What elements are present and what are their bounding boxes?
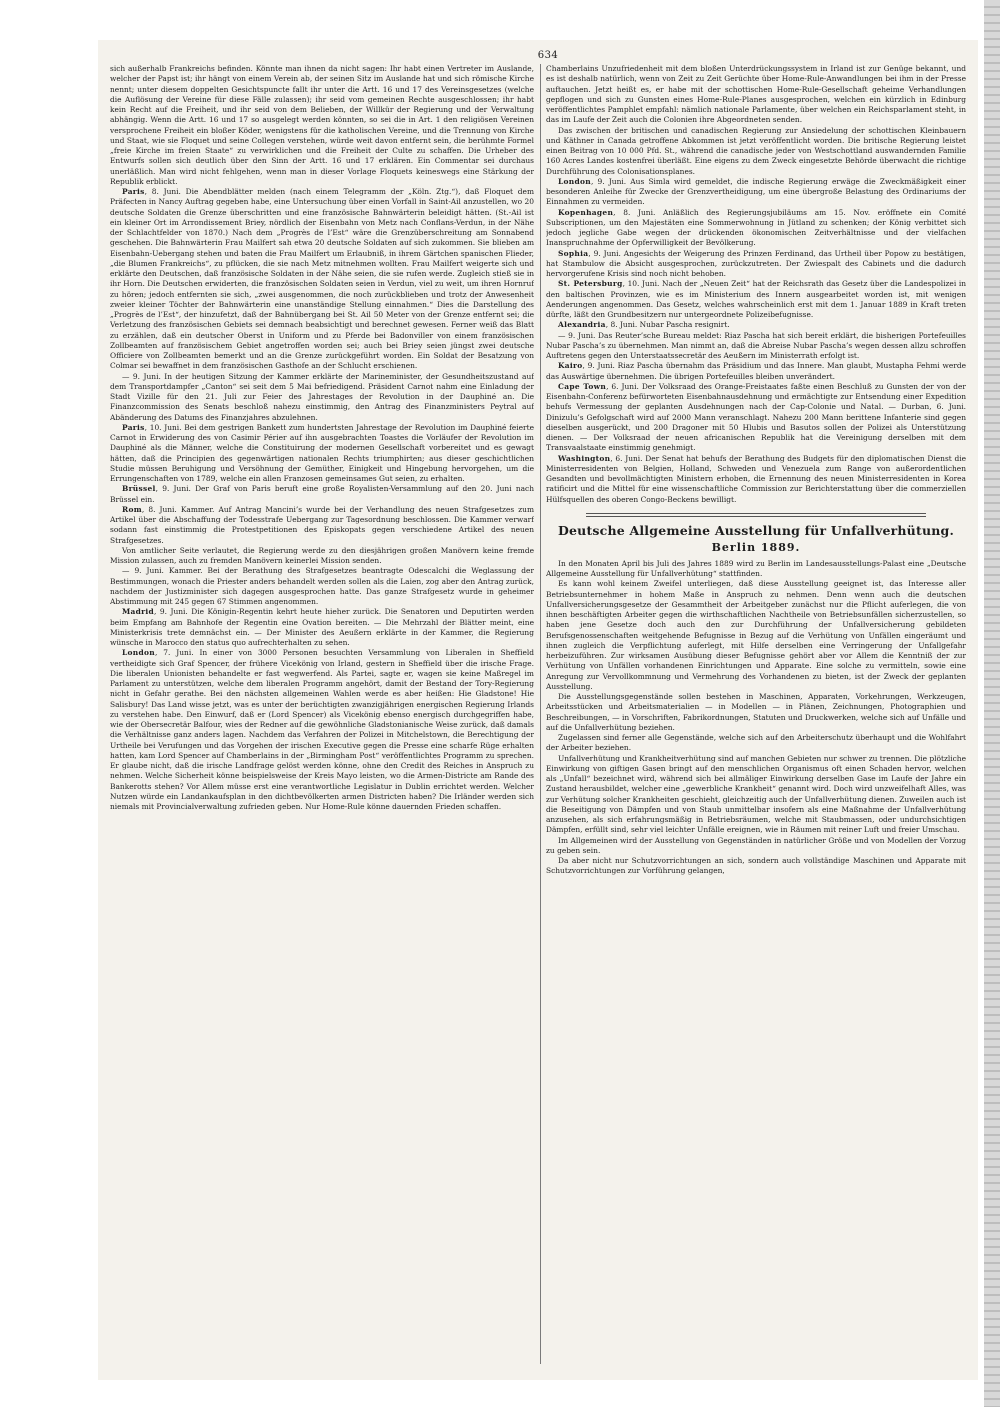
news-paragraph	[110, 546, 534, 567]
paragraph-text: Das zwischen der britischen und canadischen Regierung zur Ansiedelung der schottischen Kleinbauern und Käthner in Canada getroffene Abkommen ist jetzt veröffentlicht worden. Die britische Regierung leistet einen Beitrag von 10 000 Pfd. St., während die canadische jeder von Westschottland auswandernden Familie 160 Acres Landes kostenfrei überläßt. Eine eigens zu dem Zweck eingesetzte Behörde überwacht die richtige Durchführung des Colonisationsplanes.	[546, 125, 966, 176]
dateline-place: Paris	[122, 187, 145, 196]
paragraph-text: sich außerhalb Frankreichs befinden. Könnte man ihnen da nicht sagen: Ihr habt einen Vertreter im Auslande, welcher der Papst ist; ihr hängt von einem Verein ab, der seinen Sitz im Auslande hat und sich römische Kirche nennt; unter diesem doppelten Gesichtspuncte fallt ihr unter die Artt. 16 und 17 des Vereinsgesetzes (welche die Auflösung der Vereine für diese Fälle zulassen); ihr seid vom gemeinen Rechte ausgeschlossen; ihr habt kein Recht auf die Freiheit, und ihr seid von dem Belieben, der Willkür der Regierung und der Verwaltung abhängig. Wenn die Artt. 16 und 17 so ausgelegt werden könnten, so sei die in Art. 1 den religiösen Vereinen versprochene Freiheit ein bloßer Köder, wenigstens für die katholischen Vereine, und die Trennung von Kirche und Staat, wie sie Floquet und seine Collegen verstehen, würde weit davon entfernt sein, die berühmte Formel „freie Kirche im freien Staate“ zu verwirklichen und die Freiheit der Culte zu schaffen. Die Urheber des Entwurfs sollen sich deutlich über den Sinn der Artt. 16 und 17 erklären. Ein Commentar sei durchaus unerläßlich. Man wird nicht fehlgehen, wenn man in dieser Vorlage Floquets keineswegs eine Stärkung der Republik erblickt.	[110, 64, 534, 186]
right-column	[546, 64, 966, 1374]
paragraph-text: , 8. Juni. Anläßlich des Regierungsjubiläums am 15. Nov. eröffnete ein Comité Subscriptionen, um den Majestäten eine Sommerwohnung in Jütland zu schenken; der König verbittet sich jedoch jegliche Gabe wegen der drückenden ökonomischen Zeitverhältnisse und der vielfachen Inanspruchnahme der Opferwilligkeit der Bevölkerung.	[546, 207, 966, 248]
section-rule	[586, 513, 926, 517]
left-column	[110, 64, 534, 1374]
newspaper-page	[98, 40, 978, 1380]
paragraph-text: , 8. Juni. Nubar Pascha resignirt.	[605, 320, 730, 330]
dateline-place: Rom	[122, 504, 142, 514]
news-paragraph	[546, 361, 966, 382]
paragraph-text: Es kann wohl keinem Zweifel unterliegen, daß diese Ausstellung geeignet ist, das Interesse aller Betriebsunternehmer in hohem Maße in Anspruch zu nehmen. Denn wenn auch die deutschen Unfallversicherungsgesetze der Gesammtheit der Arbeitgeber zunächst nur die Pflicht auferlegen, die von ihnen beschäftigten Arbeiter gegen die wirthschaftlichen Nachtheile von Betriebsunfällen sicherzustellen, so haben jene Gesetze doch auch den zur Durchführung der Unfallversicherung gebildeten Berufsgenossenschaften weitgehende Befugnisse in Bezug auf die Verhütung von Unfällen eingeräumt und ihnen zugleich die Verpflichtung auferlegt, mit Hilfe derselben eine Verringerung der Unfallgefahr herbeizuführen. Zur wirksamen Ausübung dieser Befugnisse gehört aber vor Allem die Kenntniß der zur Verhütung von Unfällen vorhandenen Einrichtungen und Apparate. Eine solche zu vermitteln, sowie eine Anregung zur Vervollkommnung und Vermehrung des Vorhandenen zu bieten, ist der Zweck der geplanten Ausstellung.	[546, 579, 966, 691]
paragraph-text: Unfallverhütung und Krankheitverhütung sind auf manchen Gebieten nur schwer zu trennen. Die plötzliche Einwirkung von giftigen Gasen bringt auf den menschlichen Organismus oft einen Schaden hervor, welchen als „Unfall“ bezeichnet wird, während sich bei allmäliger Einwirkung derselben Gase im Laufe der Jahre ein Zustand herausbildet, welcher eine „gewerbliche Krankheit“ genannt wird. Doch wird unzweifelhaft Alles, was zur Verhütung solcher Krankheiten geschieht, gleichzeitig auch der Unfallverhütung dienen. Zuweilen auch ist die Beseitigung von Dämpfen und von Staub unmittelbar insofern als eine Maßnahme der Unfallverhütung anzusehen, als sich erfahrungsmäßig in Betriebsräumen, welche mit Staubmassen, oder undurchsichtigen Dämpfen, erfüllt sind, sehr viel leichter Unfälle ereignen, wie in Räumen mit reiner Luft und freier Umschau.	[546, 753, 966, 835]
news-paragraph	[546, 249, 966, 280]
news-paragraph	[110, 484, 534, 505]
news-paragraph	[546, 331, 966, 362]
paragraph-text: Die Ausstellungsgegenstände sollen bestehen in Maschinen, Apparaten, Vorkehrungen, Werkzeugen, Arbeitsstücken und Arbeitsmaterialien — in Modellen — in Plänen, Zeichnungen, Photographien und Beschreibungen, — in Vorschriften, Fabrikordnungen, Statuten und Druckwerken, welche sich auf Unfälle und auf die Unfallverhütung beziehen.	[546, 692, 966, 732]
paragraph-text: , 10. Juni. Bei dem gestrigen Bankett zum hundertsten Jahrestage der Revolution im Dauphiné feierte Carnot in Erwiderung des von Casimir Périer auf ihn ausgebrachten Toastes die Vorläufer der Revolution im Dauphiné als die Männer, welche die Constituirung der modernen Gesellschaft vorbereitet und es gewagt hätten, daß die Principien des gegenwärtigen nationalen Rechts triumphirten; aus dieser geschichtlichen Studie müssen Beruhigung und Versöhnung der Gemüther, Einigkeit und Hingebung hervorgehen, um die Errungenschaften von 1789, welche ein allen Franzosen gemeinsames Gut seien, zu erhalten.	[110, 422, 534, 483]
paragraph-text: — 9. Juni. In der heutigen Sitzung der Kammer erklärte der Marineminister, der Gesundheitszustand auf dem Transportdampfer „Canton“ sei seit dem 5 Mai befriedigend. Präsident Carnot nahm eine Einladung der Stadt Vizille für den 21. Juli zur Feier des Jahrestages der Revolution in der Dauphiné an. Die Finanzcommission des Senats beschloß nahezu einstimmig, den Antrag des Finanzministers Peytral auf Abänderung des Datums des Finanzjahres abzulehnen.	[110, 371, 534, 422]
continued-paragraph	[546, 64, 966, 126]
dateline-place: Kairo	[558, 361, 583, 371]
dateline-place: Madrid	[122, 607, 154, 617]
dateline-place: Cape Town	[558, 381, 607, 391]
paragraph-text: Chamberlains Unzufriedenheit mit dem bloßen Unterdrückungssystem in Irland ist zur Genüge bekannt, und es ist deshalb natürlich, wenn von Zeit zu Zeit Gerüchte über Home-Rule-Anwandlungen bei ihm in der Presse auftauchen. Jetzt heißt es, er habe mit der schottischen Home-Rule-Gesellschaft geheime Verhandlungen gepflogen und sich zu Gunsten eines Home-Rule-Planes ausgesprochen, welchen ein kürzlich in Edinburg veröffentlichtes Pamphlet empfahl: nämlich nationale Parlamente, über welchen ein Reichsparlament steht, in das im Laufe der Zeit auch die Colonien ihre Abgeordneten senden.	[546, 64, 966, 125]
news-paragraph	[546, 559, 966, 580]
section-subheading: Berlin 1889.	[711, 540, 801, 554]
page-number: 634	[537, 50, 559, 61]
news-paragraph	[546, 579, 966, 692]
news-paragraph	[110, 648, 534, 812]
paragraph-text: , 9. Juni. Der Graf von Paris beruft eine große Royalisten-Versammlung auf den 20. Juni nach Brüssel ein.	[110, 484, 534, 504]
dateline-place: Paris	[122, 422, 145, 432]
news-paragraph	[546, 320, 966, 330]
news-paragraph	[546, 126, 966, 177]
news-paragraph	[546, 836, 966, 857]
dateline-place: London	[122, 648, 155, 658]
column-divider	[540, 64, 541, 1364]
paragraph-text: , 9. Juni. Aus Simla wird gemeldet, die indische Regierung erwäge die Zweckmäßigkeit einer besonderen Anleihe für Zwecke der Grenzvertheidigung, um eine übergroße Belastung des Ordinariums der Einnahmen zu vermeiden.	[546, 176, 966, 207]
news-paragraph	[546, 856, 966, 877]
paragraph-text: , 9. Juni. Angesichts der Weigerung des Prinzen Ferdinand, das Urtheil über Popow zu bestätigen, hat Stambulow die Absicht ausgesprochen, zurückzutreten. Der Zwiespalt des Cabinets und die dadurch hervorgerufene Krisis sind noch nicht behoben.	[546, 248, 966, 278]
paragraph-text: — 9. Juni. Das Reuter’sche Bureau meldet: Riaz Pascha hat sich bereit erklärt, die bisherigen Portefeuilles Nubar Pascha’s zu übernehmen. Man nimmt an, daß die Abreise Nubar Pascha’s wegen dessen allzu schroffen Auftretens gegen den Unterstaatssecretär des Aeußern im Ministerrath erfolgt ist.	[546, 330, 966, 360]
news-paragraph	[110, 505, 534, 546]
dateline-place: Kopenhagen	[558, 207, 614, 217]
news-paragraph	[546, 692, 966, 733]
news-paragraph	[546, 382, 966, 454]
paragraph-text: , 8. Juni. Die Abendblätter melden (nach einem Telegramm der „Köln. Ztg.“), daß Floquet dem Präfecten in Nancy Auftrag gegeben habe, eine Untersuchung über einen Vorfall in Saint-Ail anzustellen, wo 20 deutsche Soldaten die Grenze überschritten und eine französische Bahnwärterin beleidigt hätten. (St.-Ail ist ein kleiner Ort im Arrondissement Briey, nördlich der Eisenbahn von Metz nach Conflans-Verdun, in der Nähe der Schlachtfelder von 1870.) Nach dem „Progrès de l’Est“ wäre die Grenzüberschreitung am Sonnabend geschehen. Die Bahnwärterin Frau Mailfert sah etwa 20 deutsche Soldaten auf sich zukommen. Sie blieben am Eisenbahn-Uebergang stehen und baten die Frau Mailfert um Erlaubniß, in ihrem Gärtchen spanischen Flieder, „die Blumen Frankreichs“, zu pflücken, die sie nach Metz mitnehmen wollten. Frau Mailfert weigerte sich und erklärte den Deutschen, daß französische Soldaten in der Nähe seien, die sie rufen werde. Zugleich stieß sie in ihr Horn. Die Deutschen erwiderten, die französischen Soldaten seien in Verdun, viel zu weit, um ihren Hornruf zu hören; jedoch entfernten sie sich, „zwei ausgenommen, die noch zurückblieben und trotz der Anwesenheit zweier kleiner Töchter der Bahnwärterin eine unanständige Stellung einnahmen.“ Dies die Darstellung des „Progrès de l’Est“, der hinzufetzt, daß der Bahnübergang bei St. Ail 50 Meter von der Grenze entfernt sei; die Verletzung des französischen Gebiets sei demnach beabsichtigt und berechnet gewesen. Ferner weiß das Blatt zu erzählen, daß ein deutscher Oberst in Uniform und zu Pferde bei Badonviller von einem französischen Zollbeamten auf französischem Gebiet angetroffen worden sei; auch bei Briey seien jüngst zwei deutsche Officiere von Zollbeamten bemerkt und an die Grenze zurückgeführt worden. Ein Soldat der Besatzung von Colmar sei bewaffnet in dem französischen Gasthofe an der Schlucht erschienen.	[110, 187, 534, 371]
news-paragraph	[110, 566, 534, 607]
paragraph-text: Da aber nicht nur Schutzvorrichtungen an sich, sondern auch vollständige Maschinen und Apparate mit Schutzvorrichtungen zur Vorführung gelangen,	[546, 856, 966, 876]
paragraph-text: , 6. Juni. Der Volksraad des Orange-Freistaates faßte einen Beschluß zu Gunsten der von der Eisenbahn-Conferenz befürworteten Eisenbahnausdehnung und ermächtigte zur Entsendung einer Expedition behufs Vermessung der geplanten Ausdehnungen nach der Cap-Colonie und Natal. — Durban, 6. Juni. Dinizulu’s Gefolgschaft wird auf 2000 Mann veranschlagt. Nahezu 200 Mann berittene Infanterie sind gegen dieselben ausgerückt, und 200 Dragoner mit 50 Hlubis und Basutos sollen der Polizei als Unterstützung dienen. — Der Volksraad der neuen africanischen Republik hat die Vereinigung derselben mit dem Transvaalstaate einstimmig genehmigt.	[546, 381, 966, 453]
paragraph-text: Von amtlicher Seite verlautet, die Regierung werde zu den diesjährigen großen Manövern keine fremde Mission zulassen, auch zu fremden Manövern keinerlei Mission senden.	[110, 545, 534, 565]
paragraph-text: , 8. Juni. Kammer. Auf Antrag Mancini’s wurde bei der Verhandlung des neuen Strafgesetzes zum Artikel über die Abschaffung der Todesstrafe Uebergang zur Tagesordnung beschlossen. Die Kammer verwarf sodann fast einstimmig die Protestpetitionen des Episkopats gegen verschiedene Artikel des neuen Strafgesetzes.	[110, 504, 534, 545]
paragraph-text: , 7. Juni. In einer von 3000 Personen besuchten Versammlung von Liberalen in Sheffield vertheidigte sich Graf Spencer, der frühere Vicekönig von Irland, gestern in Sheffield über die irische Frage. Die liberalen Unionisten behandelte er fast wegwerfend. Als Partei, sagte er, wagen sie keine Maßregel im Parlament zu unterstützen, welche dem liberalen Programm angehört, damit der Bestand der Tory-Regierung nicht in Gefahr gerathe. Bei den nächsten allgemeinen Wahlen werde es aber heißen: Hie Gladstone! Hie Salisbury! Das Land wisse jetzt, was es unter der berüchtigten zwanzigjährigen energischen Regierung Irlands zu verstehen habe. Den Einwurf, daß er (Lord Spencer) als Vicekönig ebenso energisch durchgegriffen habe, wie der Obersecretär Balfour, wies der Redner auf die gewöhnliche Gladstonianische Weise zurück, daß damals die Verhältnisse ganz anders lagen. Nachdem das Verfahren der Polizei in Mitchelstown, die Berechtigung der Urtheile bei Verufungen und das Vorgehen der irischen Executive gegen die Presse eine scharfe Rüge erhalten hatten, kam Lord Spencer auf Chamberlains in der „Birmingham Post“ veröffentlichtes Programm zu sprechen. Er glaube nicht, daß die irische Landfrage gelöst werden könne, ohne den Credit des Reiches in Anspruch zu nehmen. Welche Sicherheit könne beispielsweise der Kreis Mayo leisten, wo die Armen-Districte am Rande des Bankerotts stehen? Vor Allem müsse erst eine verantwortliche Legislatur in Dublin errichtet werden. Welcher Nutzen würde ein Landankaufsplan in den dichtbevölkerten armen Districten haben? Die Irländer werden sich niemals mit Provincialverwaltung zufrieden geben. Nur Home-Rule könne dauernden Frieden schaffen.	[110, 648, 534, 811]
paragraph-text: , 9. Juni. Die Königin-Regentin kehrt heute hieher zurück. Die Senatoren und Deputirten werden beim Empfang am Bahnhofe der Regentin eine Ovation bereiten. — Die Mehrzahl der Blätter meint, eine Ministerkrisis trete demnächst ein. — Der Minister des Aeußern erklärte in der Kammer, die Regierung wünsche in Marocco den status quo aufrechterhalten zu sehen.	[110, 607, 534, 647]
news-paragraph	[546, 279, 966, 320]
news-paragraph	[110, 423, 534, 485]
paragraph-text: Im Allgemeinen wird der Ausstellung von Gegenständen in natürlicher Größe und von Modellen der Vorzug zu geben sein.	[546, 835, 966, 855]
scanner-edge	[984, 0, 1000, 1407]
paragraph-text: In den Monaten April bis Juli des Jahres 1889 wird zu Berlin im Landesausstellungs-Palast eine „Deutsche Allgemeine Ausstellung für Unfallverhütung“ stattfinden.	[546, 558, 966, 578]
paragraph-text: , 10. Juni. Nach der „Neuen Zeit“ hat der Reichsrath das Gesetz über die Landespolizei in den baltischen Provinzen, wie es im Ministerium des Innern ausgearbeitet worden ist, mit wenigen Aenderungen angenommen. Das Gesetz, welches wahrscheinlich erst mit dem 1. Januar 1889 in Kraft treten dürfte, läßt den Grundbesitzern nur untergeordnete Polizeibefugnisse.	[546, 279, 966, 319]
paragraph-text: Zugelassen sind ferner alle Gegenstände, welche sich auf den Arbeiterschutz überhaupt und die Wohlfahrt der Arbeiter beziehen.	[546, 733, 966, 753]
dateline-place: Brüssel	[122, 484, 156, 494]
paragraph-text: , 9. Juni. Riaz Pascha übernahm das Präsidium und das Innere. Man glaubt, Mustapha Fehmi werde das Auswärtige übernehmen. Die übrigen Portefeuilles bleiben unverändert.	[546, 361, 966, 381]
paragraph-text: , 6. Juni. Der Senat hat behufs der Berathung des Budgets für den diplomatischen Dienst die Ministerresidenten von Belgien, Holland, Schweden und Venezuela zum Range von außerordentlichen Gesandten und bevollmächtigten Ministern erhoben, die Ernennung des neuen Ministerresidenten in Korea ratificirt und die Mittel für eine wissenschaftliche Commission zur Berichterstattung über die commerziellen Hülfsquellen des oberen Congo-Beckens bewilligt.	[546, 453, 966, 504]
dateline-place: London	[558, 176, 591, 186]
news-paragraph	[546, 177, 966, 208]
news-paragraph	[546, 733, 966, 754]
news-paragraph	[546, 454, 966, 505]
paragraph-text: — 9. Juni. Kammer. Bei der Berathung des Strafgesetzes beantragte Odescalchi die Weglassung der Bestimmungen, wonach die Priester anders behandelt werden sollen als die Laien, zog aber den Antrag zurück, nachdem der Justizminister sich dagegen ausgesprochen hatte. Das ganze Strafgesetz wurde in geheimer Abstimmung mit 245 gegen 67 Stimmen angenommen.	[110, 566, 534, 606]
scan-margin	[0, 0, 96, 1407]
dateline-place: Sophia	[558, 248, 589, 258]
dateline-place: St. Petersburg	[558, 279, 623, 289]
dateline-place: Alexandria	[558, 320, 606, 330]
news-paragraph	[110, 607, 534, 648]
news-paragraph	[546, 208, 966, 249]
news-paragraph	[110, 187, 534, 372]
continued-paragraph	[110, 64, 534, 187]
dateline-place: Washington	[558, 453, 611, 463]
section-heading: Deutsche Allgemeine Ausstellung für Unfallverhütung.	[557, 522, 955, 538]
news-paragraph	[110, 372, 534, 423]
news-paragraph	[546, 754, 966, 836]
